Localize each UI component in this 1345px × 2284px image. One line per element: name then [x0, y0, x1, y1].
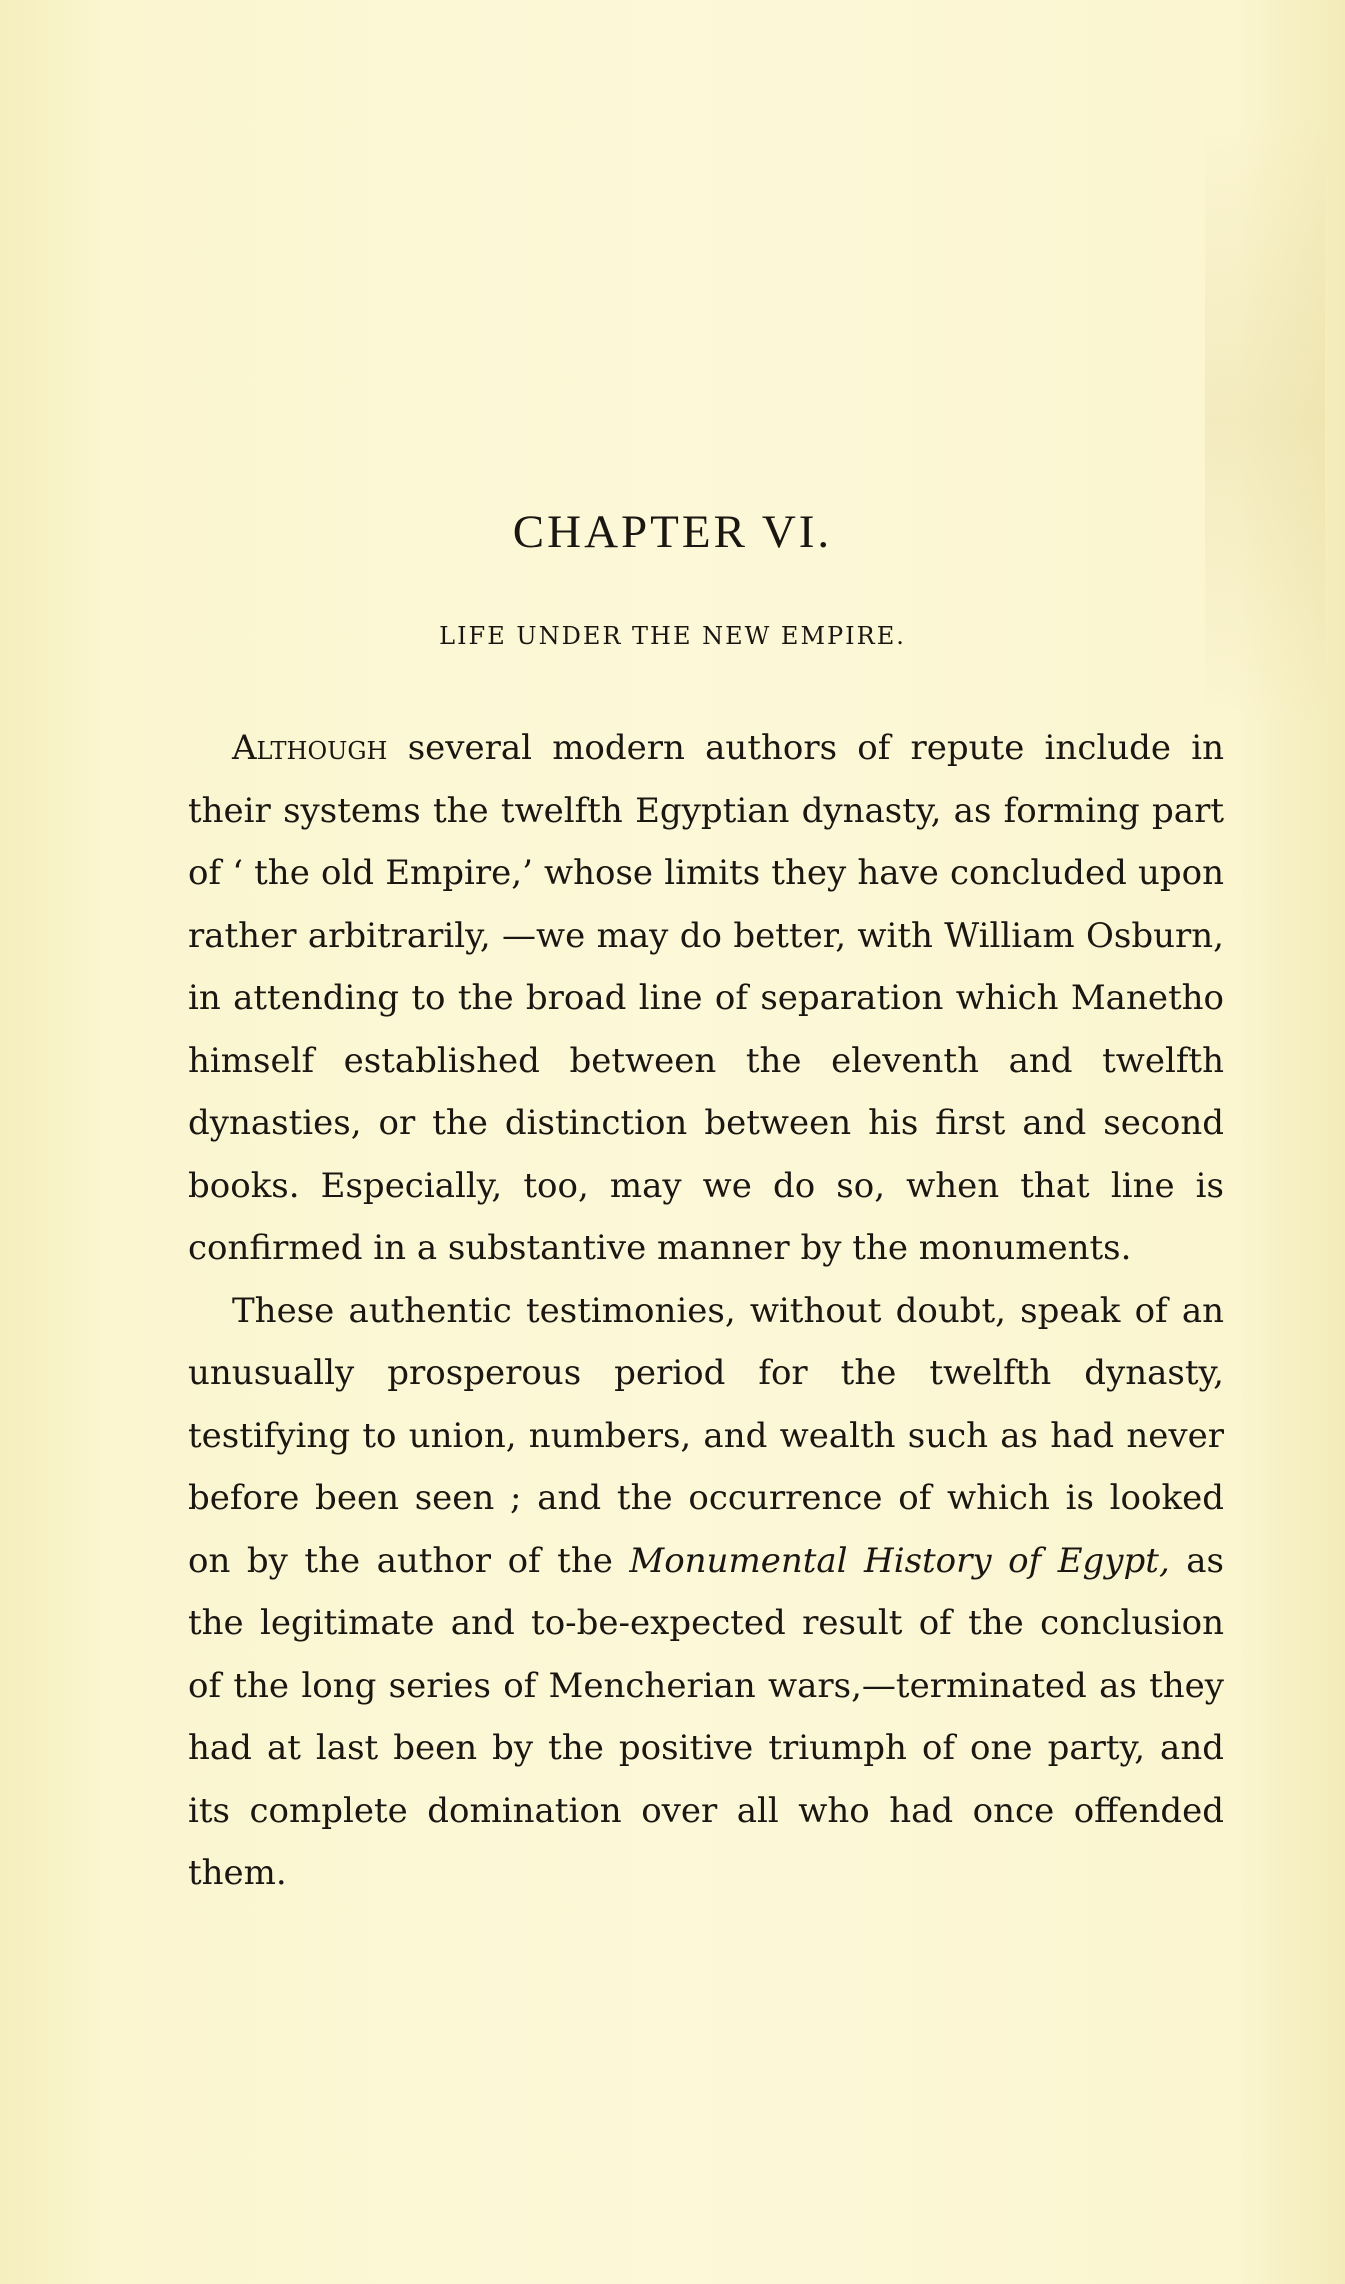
paragraph-1-text: several modern authors of repute include in their systems the twelfth Egyptian dynasty, as forming part of ‘ the old Empire,’ whose limits they have concluded upon rather arbitrarily, —we may do better, with William Osburn, in attending to the broad line of separation which Manetho himself established between the eleventh and twelfth dynasties, or the distinction between his first and second books. Especially, too, may we do so, when that line is confirmed in a substantive manner by the monuments.: [188, 728, 1224, 1268]
paragraph-1: [188, 717, 1224, 1280]
chapter-heading: CHAPTER VI.: [512, 506, 833, 558]
chapter-body: [188, 717, 1224, 1905]
paragraph-2: [188, 1280, 1224, 1905]
chapter-subtitle: LIFE UNDER THE NEW EMPIRE.: [439, 622, 906, 650]
paragraph-2-text-after: as the legitimate and to-be-expected result of the conclusion of the long series of Mencherian wars,—terminated as they had at last been by the positive triumph of one party, and its complete domination over all who had once offended them.: [188, 1540, 1224, 1893]
paragraph-2-text-before: These authentic testimonies, without doubt, speak of an unusually prosperous period for the twelfth dynasty, testifying to union, numbers, and wealth such as had never before been seen ; and the occurrence of which is looked on by the author of the: [188, 1290, 1224, 1581]
paragraph-lead-word: Although: [232, 728, 388, 768]
book-title: Monumental History of Egypt,: [629, 1540, 1170, 1581]
